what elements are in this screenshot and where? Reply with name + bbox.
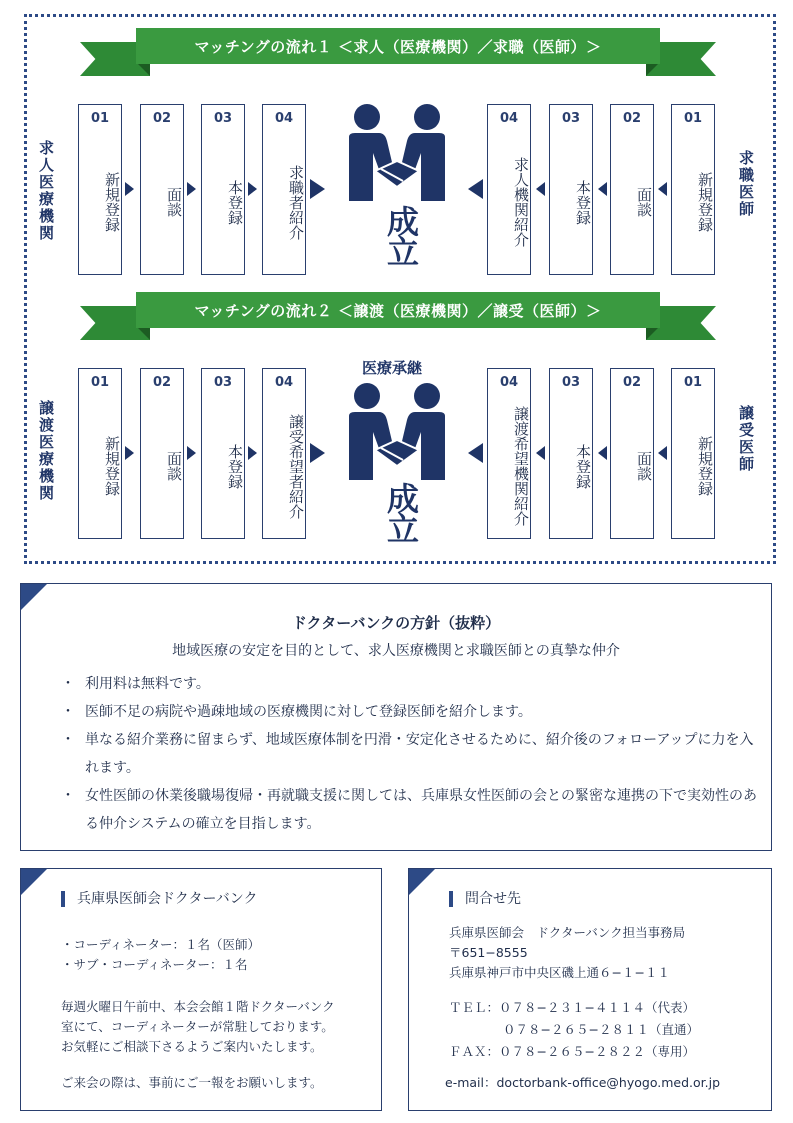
- arrow-left-icon: [536, 446, 545, 460]
- arrow-right-icon: [125, 446, 134, 460]
- contact-org: 兵庫県医師会 ドクターバンク担当事務局: [449, 925, 686, 940]
- step-text: 面談: [165, 187, 183, 217]
- handshake-icon: [345, 382, 449, 486]
- flow2-result: 成立: [382, 482, 420, 542]
- contact-email[interactable]: e-mail：doctorbank-office@hyogo.med.or.jp: [445, 1075, 721, 1090]
- contact-fax: ＦＡＸ：０７８−２６５−２８２２（専用）: [449, 1044, 695, 1059]
- step-number: 02: [622, 375, 642, 390]
- step-text: 本登録: [226, 443, 244, 489]
- step-number: 03: [561, 111, 581, 126]
- flow2-right-label: 譲受医師: [737, 405, 755, 473]
- policy-list: [61, 670, 761, 838]
- arrow-left-icon: [598, 182, 607, 196]
- step-box: [201, 104, 245, 275]
- policy-item: ・ 利用料は無料です。: [61, 670, 761, 698]
- arrow-left-icon: [658, 182, 667, 196]
- flow2-left-label: 譲渡医療機関: [37, 400, 55, 502]
- step-number: 04: [499, 111, 519, 126]
- step-number: 03: [213, 375, 233, 390]
- step-number: 01: [683, 111, 703, 126]
- step-number: 04: [499, 375, 519, 390]
- step-box: [262, 368, 306, 539]
- step-number: 04: [274, 375, 294, 390]
- flow1-ribbon: [80, 28, 716, 76]
- step-number: 01: [683, 375, 703, 390]
- flow1-right-label: 求職医師: [737, 150, 755, 218]
- step-text: 新規登録: [696, 436, 714, 496]
- step-text: 新規登録: [696, 172, 714, 232]
- arrow-left-icon: [468, 443, 483, 463]
- step-text: 譲渡希望機関紹介: [512, 406, 530, 526]
- contact-tel-main: ＴＥＬ：０７８−２３１−４１１４（代表）: [449, 1000, 695, 1015]
- bank-staff-item: ・コーディネーター：１名（医師）: [61, 937, 261, 952]
- contact-address: 兵庫県神戸市中央区磯上通６−１−１１: [449, 965, 670, 980]
- bank-title: 兵庫県医師会ドクターバンク: [61, 891, 257, 907]
- arrow-right-icon: [248, 182, 257, 196]
- arrow-left-icon: [536, 182, 545, 196]
- step-box: [549, 104, 593, 275]
- step-text: 本登録: [574, 179, 592, 225]
- arrow-right-icon: [310, 179, 325, 199]
- policy-item: ・ 単なる紹介業務に留まらず、地域医療体制を円滑・安定化させるために、紹介後のフォローアップに力を入れます。: [61, 726, 761, 782]
- policy-title: ドクターバンクの方針（抜粋）: [291, 614, 501, 632]
- step-text: 面談: [165, 451, 183, 481]
- bank-schedule-line: 毎週火曜日午前中、本会会館１階ドクターバンク: [61, 999, 335, 1014]
- bank-staff-item: ・サブ・コーディネーター：１名: [61, 957, 248, 972]
- step-text: 本登録: [226, 179, 244, 225]
- step-box: [78, 368, 122, 539]
- arrow-right-icon: [248, 446, 257, 460]
- policy-item: ・ 女性医師の休業後職場復帰・再就職支援に関しては、兵庫県女性医師の会との緊密な連携の下で実効性のある仲介システムの確立を目指します。: [61, 782, 761, 838]
- contact-tel-direct: ０７８−２６５−２８１１（直通）: [503, 1022, 699, 1037]
- contact-title: 問合せ先: [449, 891, 521, 907]
- step-text: 譲受希望者紹介: [287, 413, 305, 519]
- policy-box: [20, 583, 772, 851]
- step-number: 04: [274, 111, 294, 126]
- bank-schedule-line: 室にて、コーディネーターが常駐しております。: [61, 1019, 334, 1034]
- step-box: [610, 104, 654, 275]
- contact-box: [408, 868, 772, 1111]
- step-text: 新規登録: [103, 172, 121, 232]
- step-text: 面談: [635, 451, 653, 481]
- step-box: [201, 368, 245, 539]
- flow1-result: 成立: [382, 205, 420, 265]
- step-box: [610, 368, 654, 539]
- step-text: 求職者紹介: [287, 164, 305, 240]
- step-number: 02: [152, 375, 172, 390]
- step-box: [671, 368, 715, 539]
- step-box: [78, 104, 122, 275]
- step-number: 01: [90, 111, 110, 126]
- flow1-title: マッチングの流れ１ ＜求人（医療機関）／求職（医師）＞: [136, 28, 660, 64]
- step-text: 面談: [635, 187, 653, 217]
- flow2-ribbon: [80, 292, 716, 340]
- arrow-right-icon: [187, 182, 196, 196]
- contact-zip: 〒651−8555: [449, 945, 528, 960]
- step-box: [140, 368, 184, 539]
- step-box: [549, 368, 593, 539]
- step-number: 03: [561, 375, 581, 390]
- step-number: 01: [90, 375, 110, 390]
- arrow-left-icon: [658, 446, 667, 460]
- arrow-right-icon: [187, 446, 196, 460]
- step-number: 02: [622, 111, 642, 126]
- step-number: 03: [213, 111, 233, 126]
- step-text: 新規登録: [103, 436, 121, 496]
- step-text: 求人機関紹介: [512, 157, 530, 247]
- handshake-icon: [345, 103, 449, 207]
- policy-item: ・ 医師不足の病院や過疎地域の医療機関に対して登録医師を紹介します。: [61, 698, 761, 726]
- arrow-right-icon: [125, 182, 134, 196]
- bank-note: ご来会の際は、事前にご一報をお願いします。: [61, 1075, 323, 1090]
- step-box: [671, 104, 715, 275]
- bank-info-box: [20, 868, 382, 1111]
- arrow-left-icon: [598, 446, 607, 460]
- flow2-title: マッチングの流れ２ ＜譲渡（医療機関）／譲受（医師）＞: [136, 292, 660, 328]
- bank-schedule-line: お気軽にご相談下さるようご案内いたします。: [61, 1039, 323, 1054]
- arrow-left-icon: [468, 179, 483, 199]
- step-box: [487, 368, 531, 539]
- policy-lead: 地域医療の安定を目的として、求人医療機関と求職医師との真摯な仲介: [172, 643, 620, 659]
- step-text: 本登録: [574, 443, 592, 489]
- step-box: [487, 104, 531, 275]
- arrow-right-icon: [310, 443, 325, 463]
- flow1-left-label: 求人医療機関: [37, 140, 55, 242]
- step-box: [140, 104, 184, 275]
- step-box: [262, 104, 306, 275]
- flow2-center-label: 医療承継: [362, 359, 423, 377]
- step-number: 02: [152, 111, 172, 126]
